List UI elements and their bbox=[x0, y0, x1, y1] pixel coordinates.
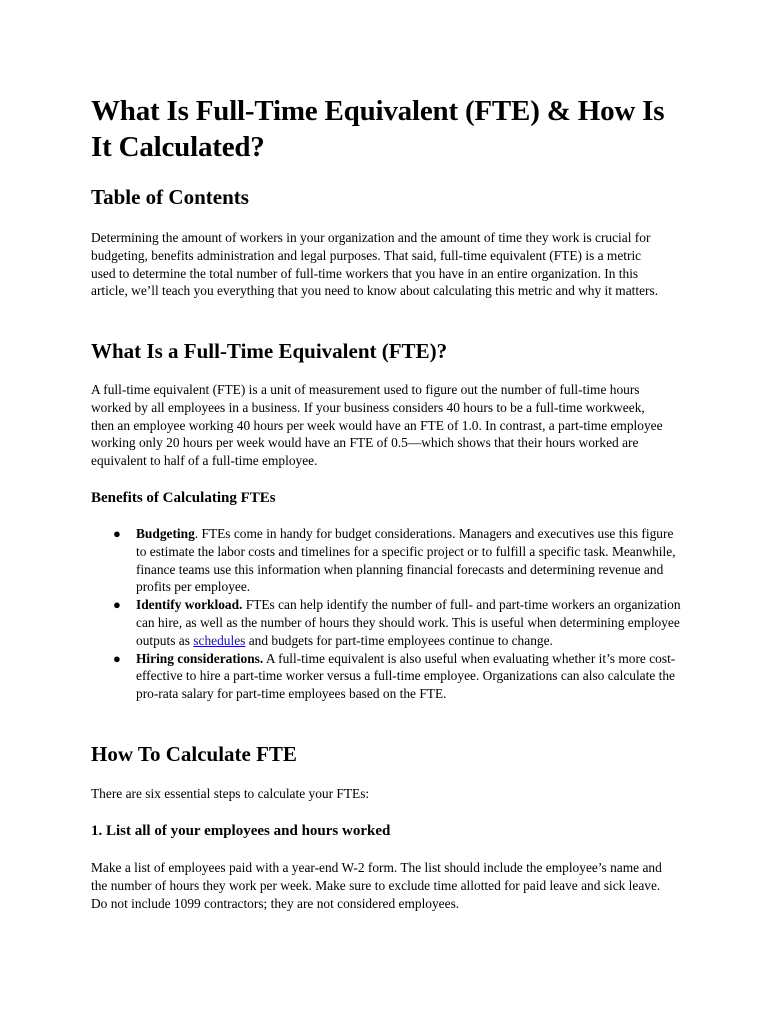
bullet-icon: ● bbox=[113, 650, 121, 666]
bullet-icon: ● bbox=[113, 526, 121, 541]
fte-definition-paragraph: A full-time equivalent (FTE) is a unit of measurement used to figure out the number of full-time hours worked by all employees in a business. If your business considers 40 hours to be a full-time workweek, then an employee working 40 hours per week would have an FTE of 1.0. In contrast, a part-time employee working only 20 hours per week would have an FTE of 0.5—which shows that their hours worked are equivalent to half of a full-time employee. bbox=[91, 382, 663, 469]
list-item-text: . FTEs come in handy for budget considerations. Managers and executives use this figure to estimate the labor costs and timelines for a specific project or to fulfill a specific task. Meanwhile, finance teams use this information when planning financial forecasts and determining revenue and profits per employee. bbox=[136, 526, 676, 595]
step-1-heading: 1. List all of your employees and hours worked bbox=[91, 823, 391, 839]
step-1-paragraph: Make a list of employees paid with a year-end W-2 form. The list should include the employee’s name and the number of hours they work per week. Make sure to exclude time allotted for paid leave and sick leave. Do not include 1099 contractors; they are not considered employees. bbox=[91, 860, 662, 911]
benefits-list bbox=[91, 525, 691, 703]
toc-heading: Table of Contents bbox=[91, 185, 249, 209]
list-item-term: Budgeting bbox=[136, 526, 195, 541]
intro-paragraph: Determining the amount of workers in your organization and the amount of time they work is crucial for budgeting, benefits administration and legal purposes. That said, full-time equivalent (FTE) is a metric used to determine the total number of full-time workers that you have in an entire organization. In this article, we’ll teach you everything that you need to know about calculating this metric and why it matters. bbox=[91, 230, 659, 299]
benefits-heading: Benefits of Calculating FTEs bbox=[91, 490, 276, 506]
list-item bbox=[91, 650, 681, 703]
list-item-term: Hiring considerations. bbox=[136, 650, 264, 666]
how-to-intro-paragraph: There are six essential steps to calculate your FTEs: bbox=[91, 786, 370, 801]
list-item bbox=[91, 525, 681, 596]
section-heading-how-to-calculate: How To Calculate FTE bbox=[91, 742, 297, 766]
list-item-text: and budgets for part-time employees continue to change. bbox=[245, 632, 553, 648]
bullet-icon: ● bbox=[113, 597, 121, 613]
schedules-link[interactable]: schedules bbox=[193, 632, 246, 648]
list-item-text: A full-time equivalent is also useful when evaluating whether it’s more cost-effective to hire a part-time worker versus a full-time employee. Organizations can also calculate the pro-rata salary for part-time employees based on the FTE. bbox=[136, 650, 676, 702]
list-item-term: Identify workload. bbox=[136, 597, 243, 613]
list-item bbox=[91, 596, 681, 649]
section-heading-what-is-fte: What Is a Full-Time Equivalent (FTE)? bbox=[91, 339, 448, 363]
list-item-text: FTEs can help identify the number of full- and part-time workers an organization can hire, as well as the number of hours they should work. This is useful when determining employee outputs as bbox=[136, 597, 681, 648]
page-title: What Is Full-Time Equivalent (FTE) & How Is It Calculated? bbox=[91, 95, 665, 163]
